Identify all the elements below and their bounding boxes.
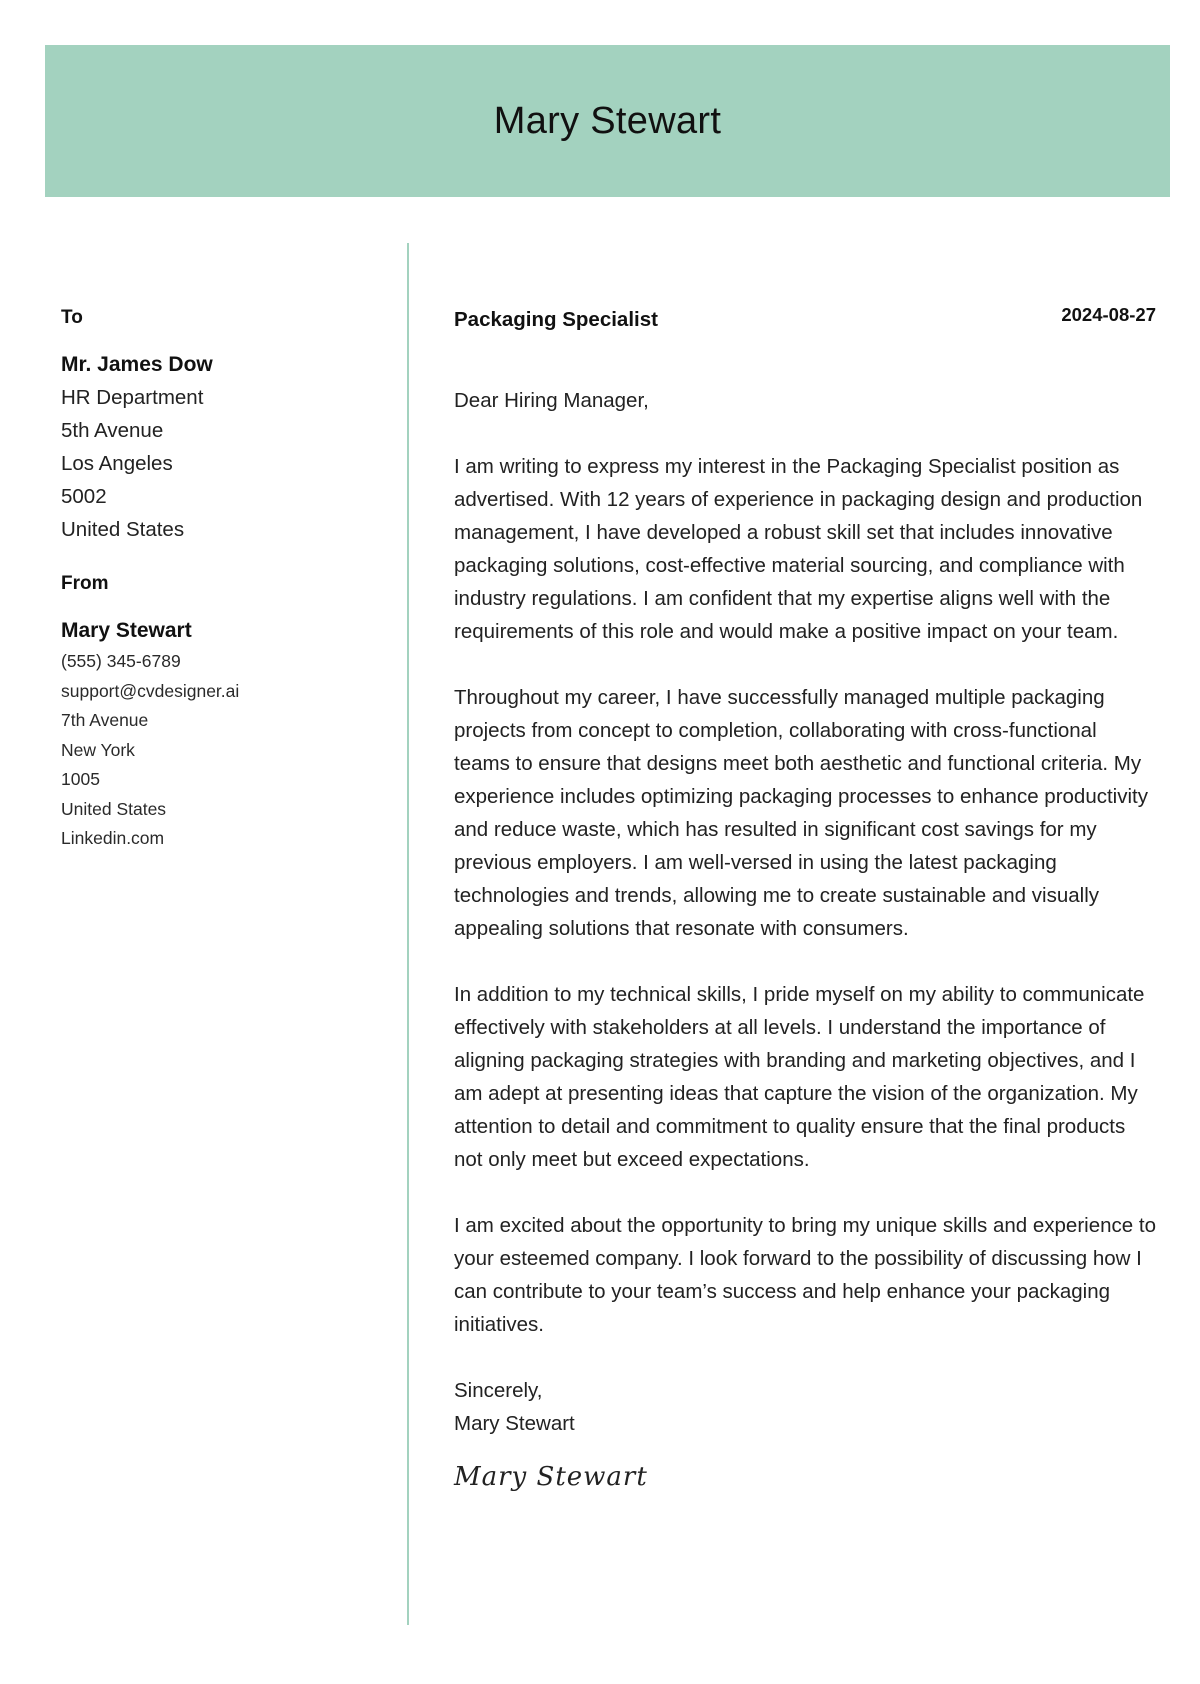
sender-zip: 1005	[61, 769, 100, 789]
from-label: From	[61, 573, 109, 594]
letter-body	[454, 306, 1156, 1492]
paragraph-3: In addition to my technical skills, I pride myself on my ability to communicate effectively with stakeholders at all levels. I understand the importance of aligning packaging strategies with branding and marketing objectives, and I am adept at presenting ideas that capture the vision of the organization. My attention to detail and commitment to quality ensure that the final products not only meet but exceed expectations.	[454, 983, 1145, 1171]
job-title: Packaging Specialist	[454, 308, 658, 331]
closing-name: Mary Stewart	[454, 1412, 575, 1435]
sender-country: United States	[61, 798, 167, 819]
address-column	[61, 306, 381, 854]
sender-email[interactable]: support@cvdesigner.ai	[61, 680, 240, 701]
sender-street: 7th Avenue	[61, 710, 149, 730]
paragraph-4: I am excited about the opportunity to bring my unique skills and experience to your esteemed company. I look forward to the possibility of discussing how I can contribute to your team’s success and help enhance your packaging initiatives.	[454, 1214, 1156, 1336]
paragraph-2: Throughout my career, I have successfully managed multiple packaging projects from concept to completion, collaborating with cross-functional teams to ensure that designs meet both aesthetic and functional criteria. My experience includes optimizing packaging processes to enhance productivity and reduce waste, which has resulted in significant cost savings for my previous employers. I am well-versed in using the latest packaging technologies and trends, allowing me to create sustainable and visually appealing solutions that resonate with consumers.	[454, 686, 1148, 940]
greeting: Dear Hiring Manager,	[454, 389, 649, 412]
closing: Sincerely,	[454, 1379, 543, 1402]
paragraph-1: I am writing to express my interest in the Packaging Specialist position as advertised. With 12 years of experience in packaging design and production management, I have developed a robust skill set that includes innovative packaging solutions, cost-effective material sourcing, and compliance with industry regulations. I am confident that my expertise aligns well with the requirements of this role and would make a positive impact on your team.	[454, 455, 1143, 643]
letter-title-row	[454, 306, 1156, 336]
recipient-city: Los Angeles	[61, 452, 173, 475]
column-divider	[407, 243, 409, 1625]
recipient-street: 5th Avenue	[61, 419, 164, 442]
recipient-country: United States	[61, 518, 185, 541]
sender-city: New York	[61, 739, 135, 760]
header-banner	[45, 45, 1170, 197]
sender-name: Mary Stewart	[61, 619, 192, 642]
recipient-department: HR Department	[61, 386, 204, 409]
to-label: To	[61, 307, 83, 328]
signature: Mary Stewart	[454, 1462, 648, 1492]
applicant-name: Mary Stewart	[493, 99, 722, 142]
sender-linkedin-link[interactable]: Linkedin.com	[61, 828, 165, 848]
recipient-zip: 5002	[61, 485, 107, 508]
recipient-name: Mr. James Dow	[61, 353, 213, 376]
sender-phone: (555) 345-6789	[61, 651, 181, 671]
letter-date: 2024-08-27	[1061, 304, 1156, 325]
